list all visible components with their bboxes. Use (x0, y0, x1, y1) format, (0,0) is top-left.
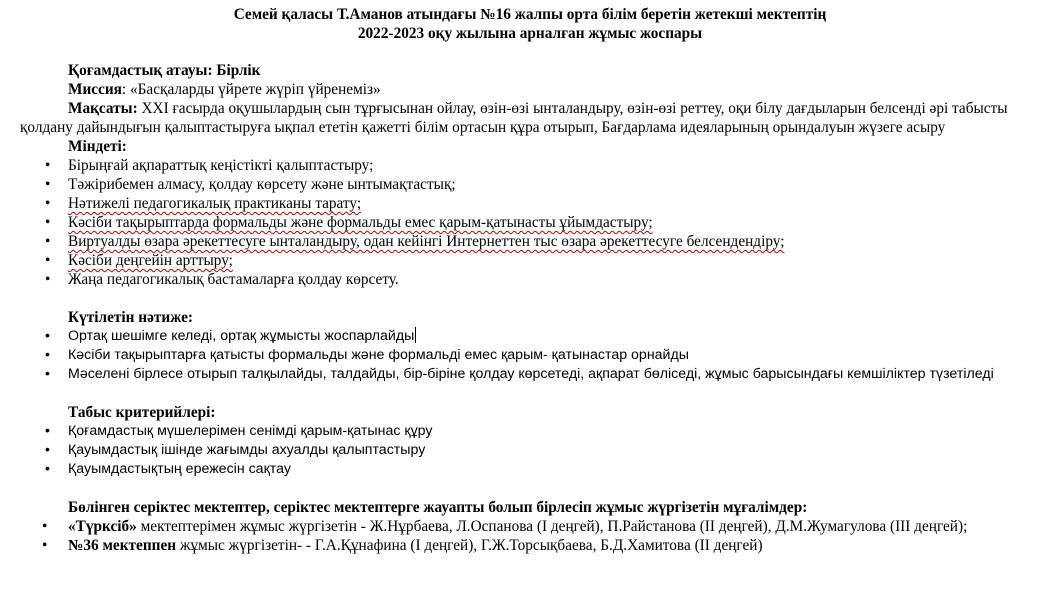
spacer (20, 289, 1040, 308)
document-title-line-1: Семей қаласы Т.Аманов атындағы №16 жалпы орта білім беретін жетекші мектептің (233, 6, 827, 23)
task-text: Жаңа педагогикалық бастамаларға қолдау көрсету. (68, 271, 399, 288)
result-text: Ортақ шешімге келеді, ортақ жұмысты жоспарлайды (68, 328, 415, 344)
spacer (20, 479, 1040, 498)
list-item (20, 441, 1040, 460)
list-item (20, 327, 1040, 346)
document-title-line-2: 2022-2023 оқу жылына арналған жұмыс жоспары (357, 25, 703, 42)
partner-teachers: мектептерімен жұмыс жүргізетін - Ж.Нұрбаева, Л.Оспанова (І деңгей), П.Райстанова (ІІ деңгей), Д.М.Жумагулова (ІІІ деңгей); (136, 518, 968, 535)
task-text-spellcheck[interactable]: Кәсіби тақырыптарда формальды және формальды емес қарым-қатынасты ұйымдастыру; (68, 214, 653, 231)
partners-heading-text: Бөлінген серіктес мектептер, серіктес мектептерге жауапты болып бірлесіп жұмыс жүргізетін мұғалімдер: (68, 499, 808, 516)
partner-school-name: «Түрксіб» (68, 518, 137, 535)
bullet-icon: • (42, 518, 48, 535)
community-name (20, 61, 1040, 80)
spacer (20, 384, 1040, 403)
spacer (20, 43, 1040, 61)
list-item (20, 536, 1040, 555)
task-text-spellcheck[interactable]: Виртуалды өзара әрекеттесуге ынталандыру, одан кейінгі Интернеттен тыс өзара әрекеттесуге белсендендіру; (68, 233, 785, 250)
bullet-icon: • (45, 195, 51, 212)
goal-label: Мақсаты: (68, 100, 138, 117)
criteria-text: Қауымдастық ішінде жағымды ахуалды қалыптастыру (68, 442, 426, 458)
list-item (20, 156, 1040, 175)
partner-teachers: жұмыс жүргізетін- - Г.А.Құнафина (І деңгей), Г.Ж.Торсықбаева, Б.Д.Хамитова (ІІ деңгей) (176, 537, 763, 554)
task-text-spellcheck[interactable]: Нәтижелі педагогикалық практиканы тарату; (68, 195, 362, 212)
list-item (20, 422, 1040, 441)
list-item (20, 517, 1040, 536)
bullet-icon: • (45, 366, 50, 382)
list-item (20, 460, 1040, 479)
partner-school-name: №36 мектеппен (68, 537, 177, 554)
task-text: Тәжірибемен алмасу, қолдау көрсету және ынтымақтастық; (68, 176, 456, 193)
bullet-icon: • (45, 423, 50, 439)
mission-text: : «Басқаларды үйрете жүріп үйренеміз» (121, 81, 381, 98)
partners-list (20, 517, 1040, 555)
result-text: Мәселені бірлесе отырып талқылайды, талдайды, бір-біріне қолдау көрсетеді, ақпарат бөліседі, жұмыс барысындағы кемшіліктер түзетіледі (68, 366, 994, 382)
text-cursor (415, 327, 416, 343)
community-name-text: Қоғамдастық атауы: Бірлік (68, 62, 261, 79)
document-page (20, 5, 1040, 555)
partners-heading (20, 498, 1040, 517)
mission-line (20, 80, 1040, 99)
list-item (20, 232, 1040, 251)
bullet-icon: • (42, 537, 48, 554)
tasks-heading (20, 137, 1040, 156)
bullet-icon: • (45, 233, 51, 250)
bullet-icon: • (45, 461, 50, 477)
bullet-icon: • (45, 157, 51, 174)
bullet-icon: • (45, 328, 50, 344)
criteria-heading (20, 403, 1040, 422)
task-text-spellcheck[interactable]: Кәсіби деңгейін арттыру; (68, 252, 233, 269)
results-heading-text: Күтілетін нәтиже: (68, 309, 193, 326)
bullet-icon: • (45, 252, 51, 269)
bullet-icon: • (45, 176, 51, 193)
goal-text: XXI ғасырда оқушылардың сын тұрғысынан ойлау, өзін-өзі ынталандыру, өзін-өзі реттеу, оқи білу дағдыларын белсенді әрі табысты қолдану дайындығын қалыптастыруға ықпал ететін қажетті білім ортасын құра отырып, Бағдарлама идеяларының орындалуын жүзеге асыру (20, 100, 1008, 136)
criteria-heading-text: Табыс критерийлері: (68, 404, 216, 421)
criteria-list (20, 422, 1040, 479)
list-item (20, 270, 1040, 289)
criteria-text: Қауымдастықтың ережесін сақтау (68, 461, 291, 477)
bullet-icon: • (45, 442, 50, 458)
results-heading (20, 308, 1040, 327)
list-item (20, 251, 1040, 270)
list-item (20, 346, 1040, 365)
bullet-icon: • (45, 214, 51, 231)
bullet-icon: • (45, 271, 51, 288)
mission-label: Миссия (68, 81, 122, 98)
list-item (20, 175, 1040, 194)
goal-paragraph (20, 99, 1040, 137)
tasks-heading-text: Міндеті: (68, 138, 127, 155)
bullet-icon: • (45, 347, 50, 363)
list-item (20, 194, 1040, 213)
tasks-list (20, 156, 1040, 289)
list-item (20, 213, 1040, 232)
list-item (20, 365, 1040, 384)
criteria-text: Қоғамдастық мүшелерімен сенімді қарым-қатынас құру (68, 423, 433, 439)
results-list (20, 327, 1040, 384)
task-text: Бірыңғай ақпараттық кеңістікті қалыптастыру; (68, 157, 374, 174)
result-text: Кәсіби тақырыптарға қатысты формальды және формальді емес қарым- қатынастар орнайды (68, 347, 689, 363)
